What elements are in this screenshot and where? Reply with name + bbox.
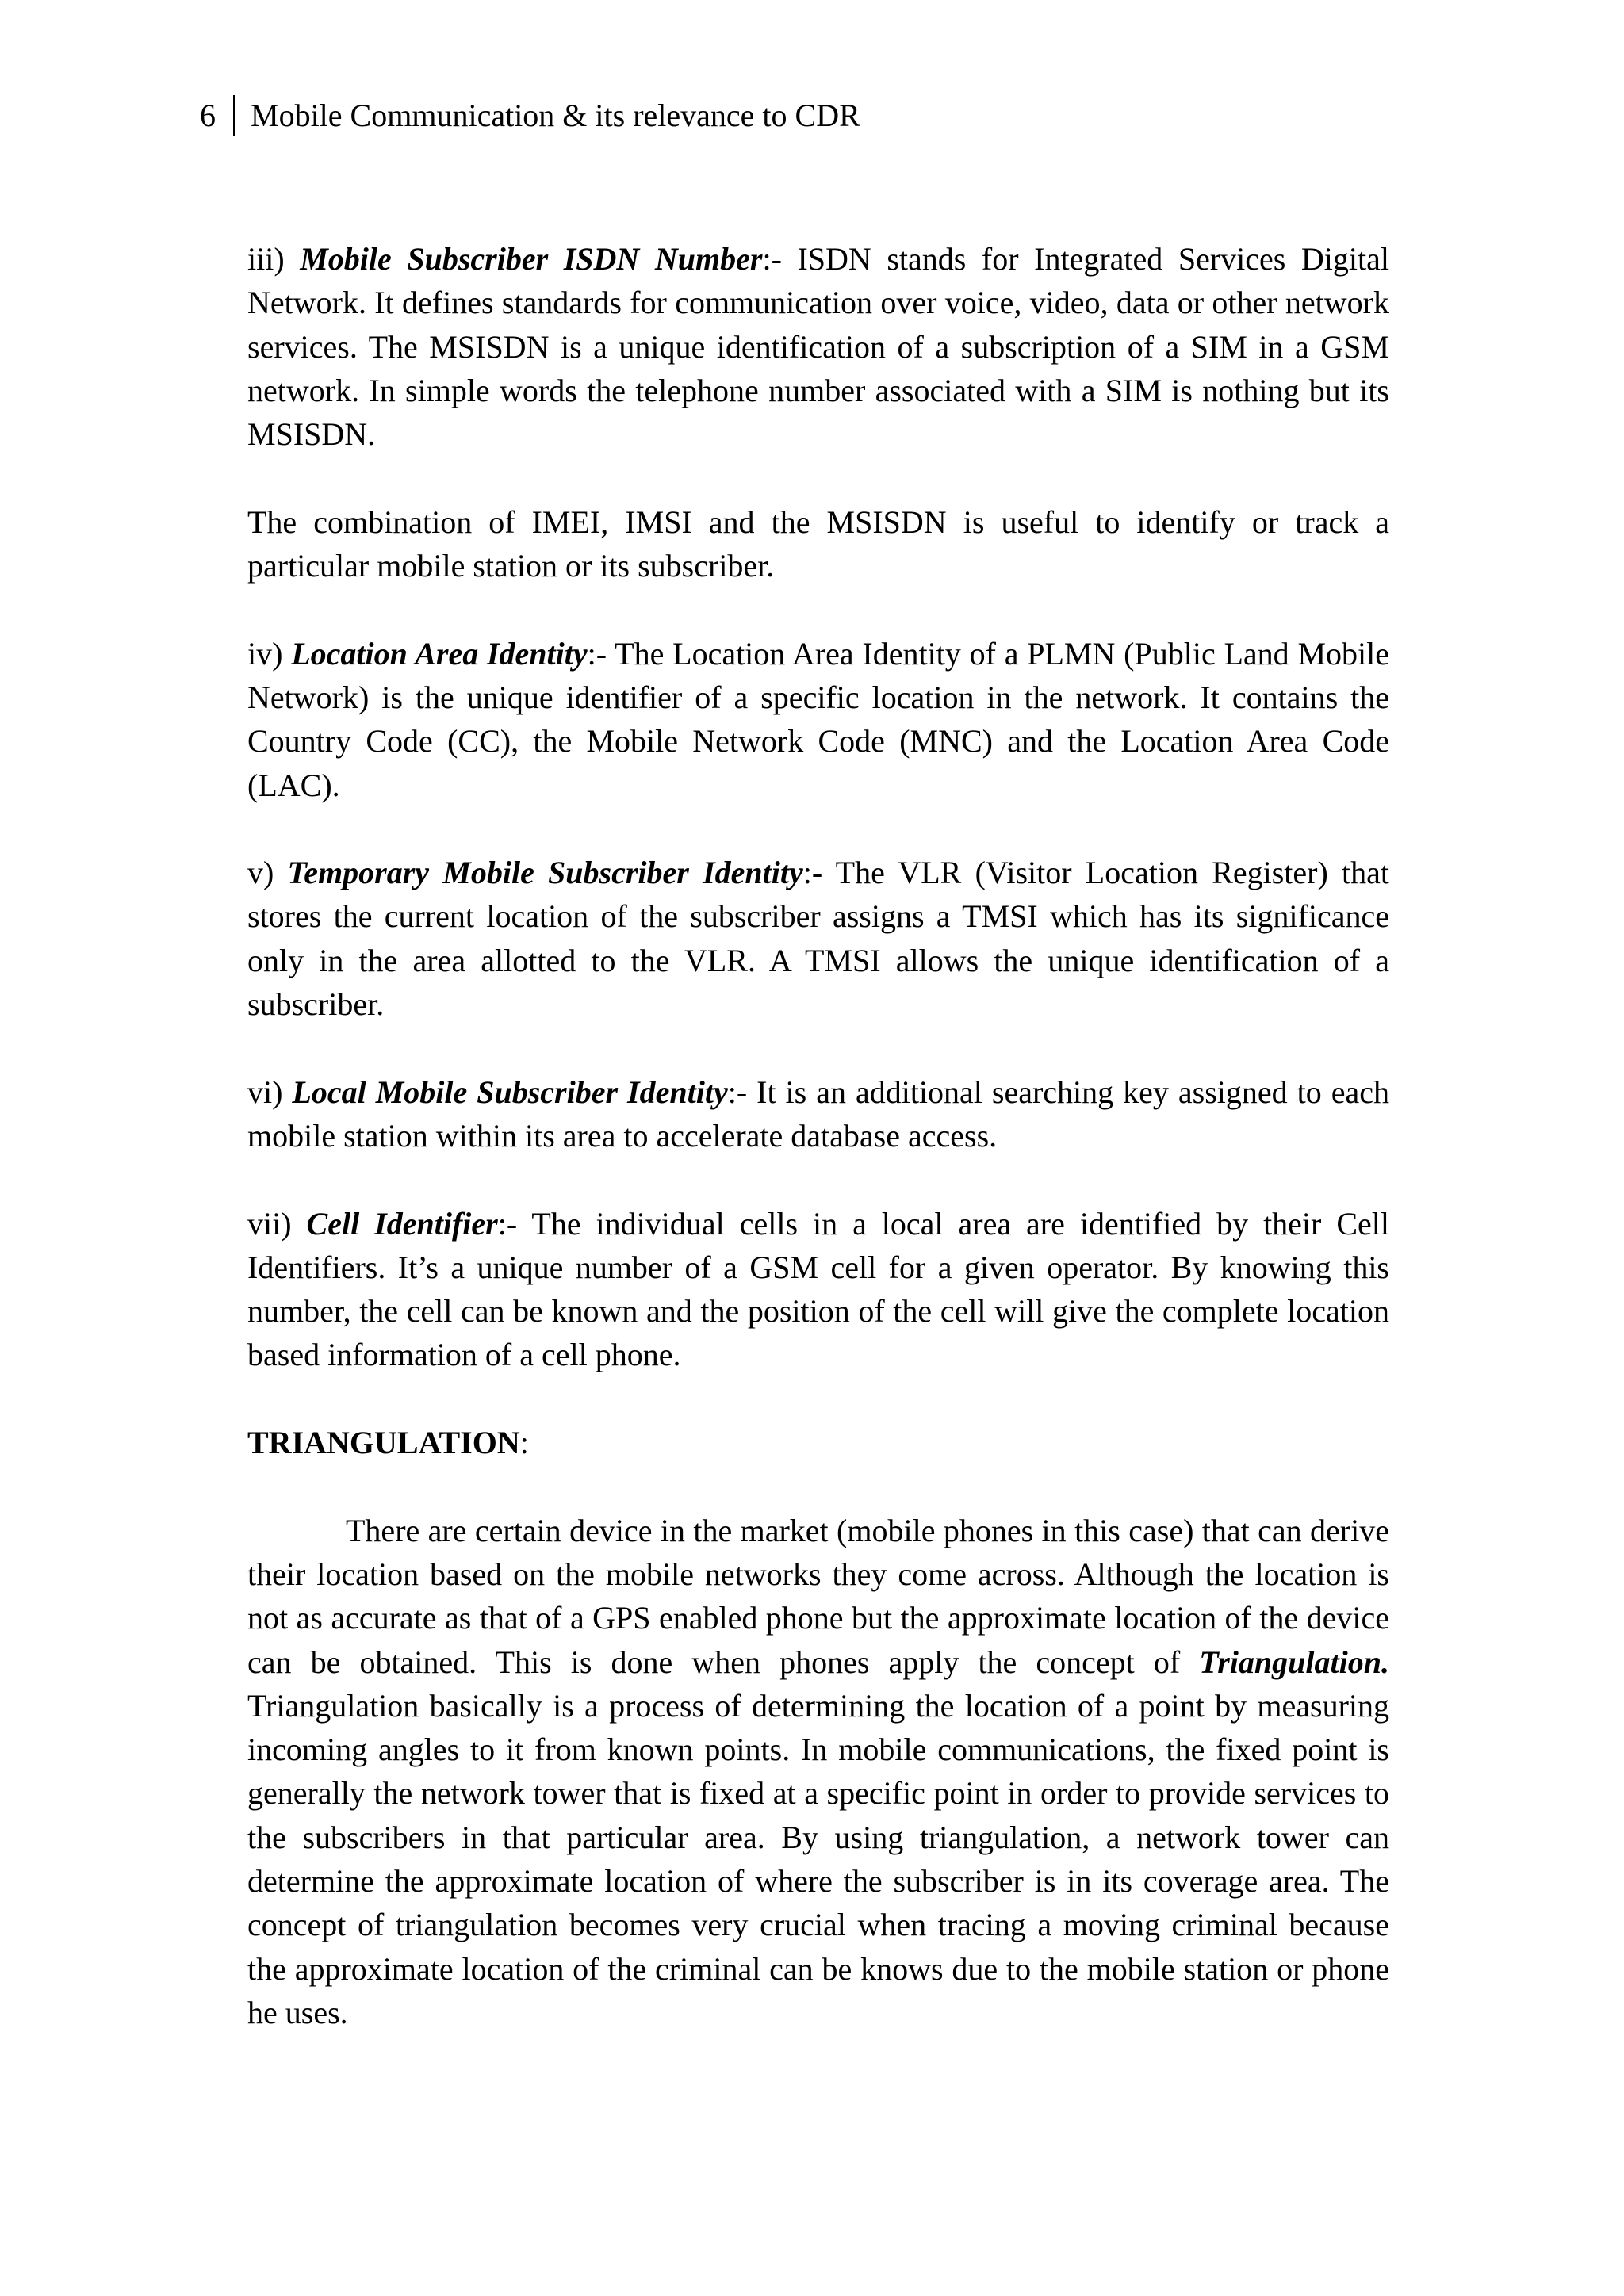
term-msisdn: Mobile Subscriber ISDN Number xyxy=(300,241,763,277)
term-separator: :- xyxy=(762,241,798,277)
term-lai: Location Area Identity xyxy=(291,635,588,672)
item-prefix: iii) xyxy=(247,241,301,277)
item-prefix: iv) xyxy=(247,635,292,672)
term-separator: :- xyxy=(587,635,615,672)
paragraph-text: It is an additional searching key assigned to each mobile station within its area to accelerate database access. xyxy=(247,1073,1389,1154)
term-triangulation: Triangulation. xyxy=(1199,1644,1389,1680)
page-body xyxy=(247,237,1389,2078)
item-prefix: vi) xyxy=(247,1073,293,1110)
paragraph-combination xyxy=(247,500,1389,588)
paragraph-tmsi xyxy=(247,851,1389,1026)
section-heading-triangulation xyxy=(247,1421,1389,1464)
term-separator: :- xyxy=(727,1073,757,1110)
header-divider xyxy=(233,95,235,136)
paragraph-lmsi xyxy=(247,1070,1389,1158)
paragraph-triangulation xyxy=(247,1509,1389,2035)
paragraph-lai xyxy=(247,632,1389,807)
heading-suffix: : xyxy=(519,1425,529,1461)
paragraph-text: Triangulation basically is a process of determining the location of a point by measuring incoming angles to it from known points. In mobile communications, the fixed point is generally the network tower that is fixed at a specific point in order to provide services to the subscribers in that particular area. By using triangulation, a network tower can determine the approximate location of where the subscriber is in its coverage area. The concept of triangulation becomes very crucial when tracing a moving criminal because the approximate location of the criminal can be knows due to the mobile station or phone he uses. xyxy=(247,1687,1389,2030)
paragraph-cell-identifier xyxy=(247,1202,1389,1377)
term-cell-identifier: Cell Identifier xyxy=(306,1205,498,1242)
page-number: 6 xyxy=(200,98,216,133)
term-separator: :- xyxy=(802,855,836,891)
paragraph-text: The VLR (Visitor Location Register) that stores the current location of the subscriber assigns a TMSI which has its significance only in the area allotted to the VLR. A TMSI allows the unique identification of a subscriber. xyxy=(247,855,1390,1023)
paragraph-text: There are certain device in the market (mobile phones in this case) that can derive their location based on the mobile networks they come across. Although the location is not as accurate as that of a GPS enabled phone but the approximate location of the device can be obtained. This is done when phones apply the concept of xyxy=(247,1512,1389,1680)
heading-text: TRIANGULATION xyxy=(247,1425,520,1461)
running-title: Mobile Communication & its relevance to CDR xyxy=(251,98,860,133)
paragraph-text: The individual cells in a local area are identified by their Cell Identifiers. It’s a unique number of a GSM cell for a given operator. By knowing this number, the cell can be known and the position of the cell will give the complete location based information of a cell phone. xyxy=(247,1205,1389,1373)
paragraph-text: The combination of IMEI, IMSI and the MSISDN is useful to identify or track a particular mobile station or its subscriber. xyxy=(247,503,1389,584)
running-header xyxy=(200,94,860,138)
paragraph-text: The Location Area Identity of a PLMN (Public Land Mobile Network) is the unique identifier of a specific location in the network. It contains the Country Code (CC), the Mobile Network Code (MNC) and the Location Area Code (LAC). xyxy=(247,635,1390,803)
item-prefix: v) xyxy=(247,855,288,891)
term-separator: :- xyxy=(497,1205,532,1242)
term-lmsi: Local Mobile Subscriber Identity xyxy=(292,1073,728,1110)
paragraph-text: ISDN stands for Integrated Services Digital Network. It defines standards for communication over voice, video, data or other network services. The MSISDN is a unique identification of a subscription of a SIM in a GSM network. In simple words the telephone number associated with a SIM is nothing but its MSISDN. xyxy=(247,241,1389,453)
term-tmsi: Temporary Mobile Subscriber Identity xyxy=(287,855,803,891)
item-prefix: vii) xyxy=(247,1205,307,1242)
paragraph-msisdn xyxy=(247,237,1389,456)
